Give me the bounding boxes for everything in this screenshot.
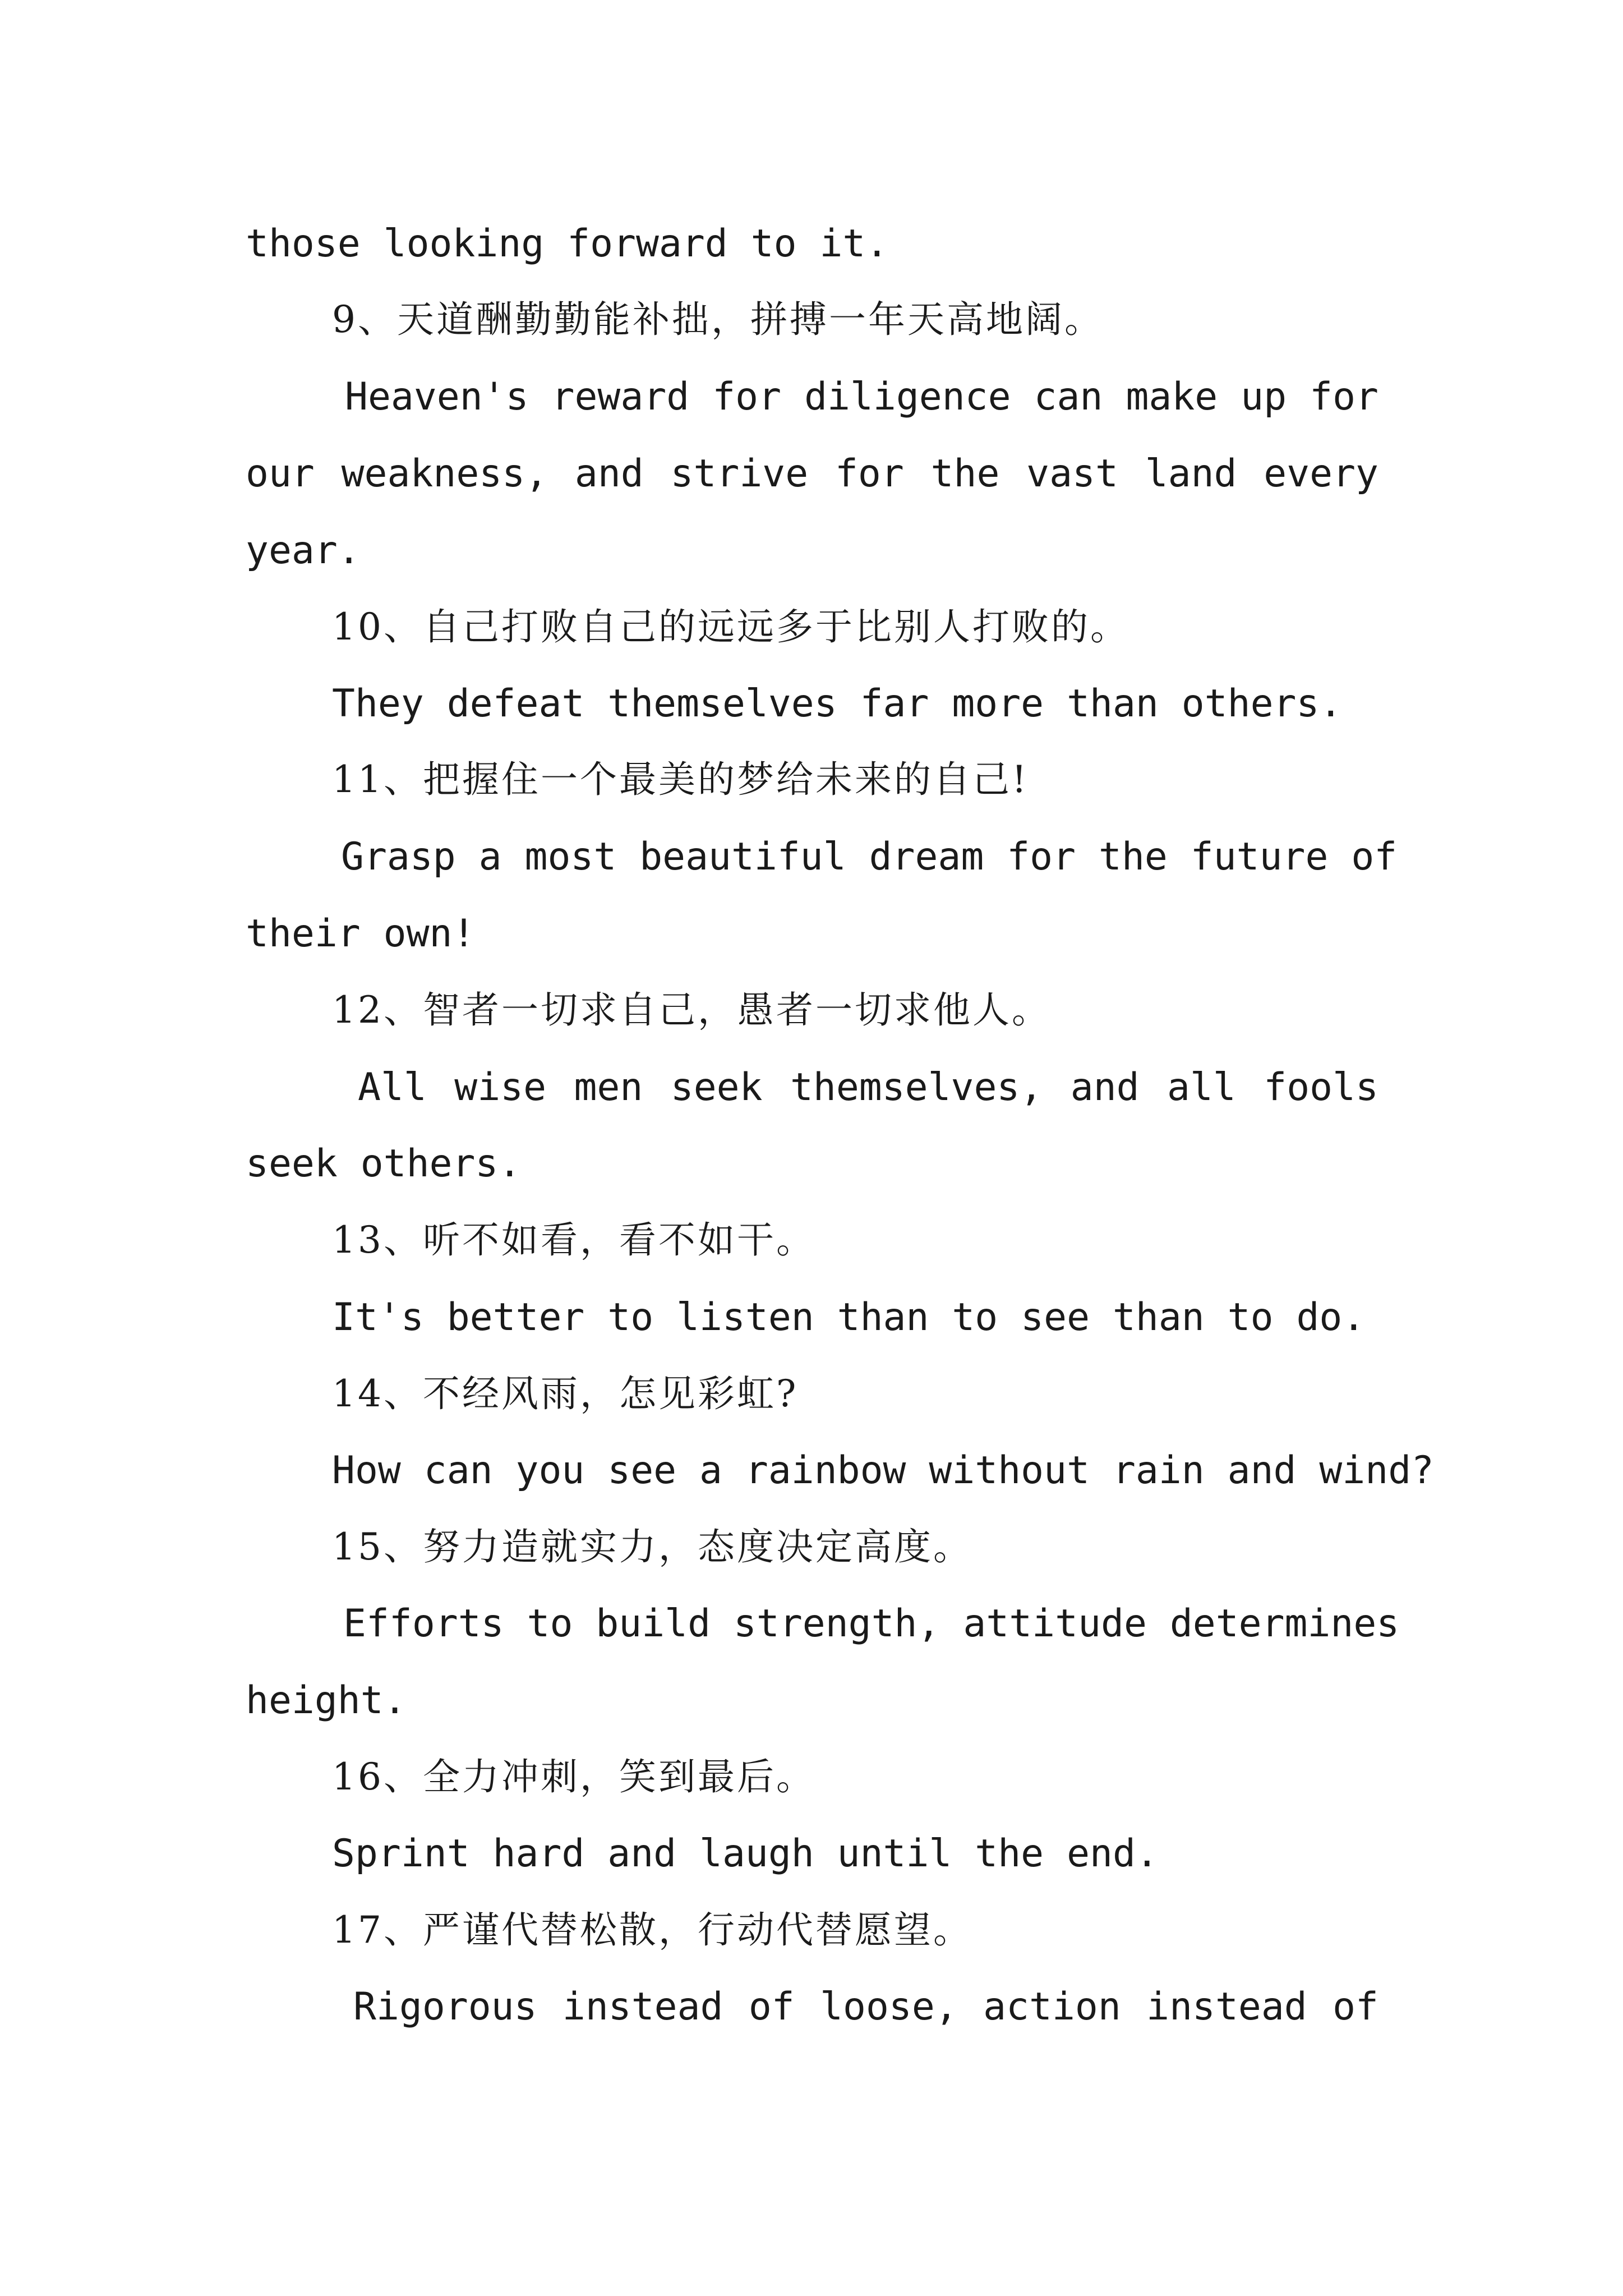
text-line: All wise men seek themselves, and all fools bbox=[358, 1065, 1378, 1110]
text-line: 13、听不如看，看不如干。 bbox=[332, 1218, 815, 1262]
text-line: Efforts to build strength, attitude determines bbox=[343, 1602, 1400, 1646]
text-line: 9、天道酬勤勤能补拙，拼搏一年天高地阔。 bbox=[332, 298, 1104, 341]
text-line: height. bbox=[246, 1678, 407, 1723]
text-line: Sprint hard and laugh until the end. bbox=[332, 1832, 1159, 1876]
text-line: 10、自己打败自己的远远多于比别人打败的。 bbox=[332, 605, 1129, 648]
text-line: How can you see a rainbow without rain and wind? bbox=[332, 1448, 1435, 1493]
text-line: Grasp a most beautiful dream for the future of bbox=[341, 835, 1398, 879]
text-line: They defeat themselves far more than others. bbox=[332, 682, 1343, 726]
text-line: our weakness, and strive for the vast land every bbox=[246, 452, 1378, 496]
text-line: It's better to listen than to see than to do. bbox=[332, 1295, 1366, 1340]
text-line: Heaven's reward for diligence can make up for bbox=[345, 375, 1378, 419]
text-line: 11、把握住一个最美的梦给未来的自己! bbox=[332, 758, 1029, 801]
text-line: 12、智者一切求自己，愚者一切求他人。 bbox=[332, 988, 1051, 1032]
text-line: their own! bbox=[246, 912, 476, 956]
text-line: Rigorous instead of loose, action instead of bbox=[353, 1985, 1378, 2029]
text-line: 15、努力造就实力，态度决定高度。 bbox=[332, 1525, 972, 1568]
text-line: seek others. bbox=[246, 1142, 522, 1186]
text-line: 14、不经风雨，怎见彩虹? bbox=[332, 1372, 799, 1415]
text-line: 16、全力冲刺，笑到最后。 bbox=[332, 1755, 815, 1798]
text-line: those looking forward to it. bbox=[246, 222, 889, 266]
text-line: 17、严谨代替松散，行动代替愿望。 bbox=[332, 1908, 972, 1952]
text-line: year. bbox=[246, 528, 361, 573]
